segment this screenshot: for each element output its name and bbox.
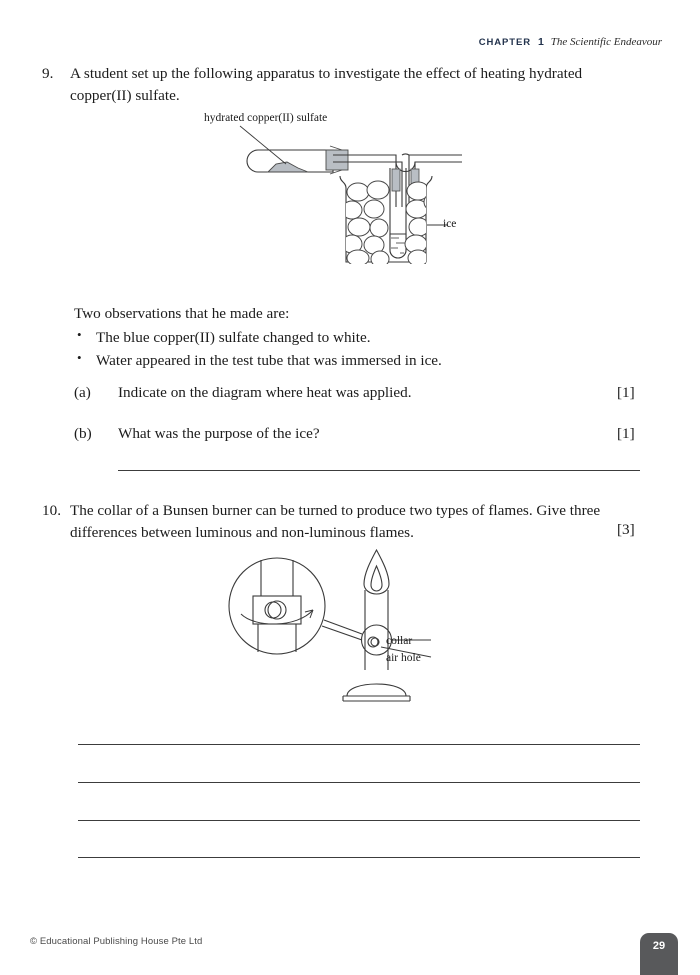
chapter-title: The Scientific Endeavour — [550, 36, 662, 48]
question-10 — [30, 500, 630, 543]
bullet-icon: • — [77, 327, 82, 343]
ice-label: ice — [443, 218, 457, 230]
observations-list — [74, 327, 654, 372]
bullet-icon: • — [77, 350, 82, 366]
chapter-number: 1 — [537, 36, 544, 48]
air-hole-label: air hole — [386, 652, 421, 664]
page-header — [479, 36, 662, 48]
bunsen-burner-svg — [225, 548, 475, 708]
observations-lead: Two observations that he made are: — [74, 305, 290, 322]
answer-line[interactable] — [78, 744, 640, 745]
question-9b-marks: [1] — [617, 425, 635, 442]
answer-line[interactable] — [78, 782, 640, 783]
question-9b-text: What was the purpose of the ice? — [118, 425, 320, 442]
question-9b-label: (b) — [74, 425, 92, 442]
substance-label: hydrated copper(II) sulfate — [204, 112, 328, 124]
question-9 — [30, 63, 645, 106]
observation-item — [74, 350, 654, 372]
question-9-number: 9. — [42, 65, 54, 82]
question-10-number: 10. — [42, 502, 61, 519]
heating-apparatus-diagram — [190, 112, 490, 287]
question-10-marks: [3] — [617, 521, 635, 538]
observation-text: The blue copper(II) sulfate changed to white. — [96, 329, 371, 347]
heating-apparatus-svg — [190, 112, 490, 287]
observations-block — [74, 303, 654, 373]
page-number: 29 — [652, 940, 666, 952]
observation-text: Water appeared in the test tube that was immersed in ice. — [96, 352, 442, 370]
answer-line[interactable] — [78, 857, 640, 858]
chapter-word: CHAPTER — [478, 37, 531, 48]
question-9b — [74, 425, 594, 443]
observation-item — [74, 327, 654, 349]
collar-label: collar — [386, 635, 413, 647]
answer-line[interactable] — [78, 820, 640, 821]
question-10-text: The collar of a Bunsen burner can be turned to produce two types of flames. Give three differences between luminous and non-luminous flames. — [70, 502, 601, 541]
question-9a — [74, 384, 594, 402]
question-9a-label: (a) — [74, 384, 91, 401]
question-9a-text: Indicate on the diagram where heat was applied. — [118, 384, 412, 401]
bunsen-burner-diagram — [225, 548, 475, 708]
page-number-tab — [640, 933, 678, 975]
question-9a-marks: [1] — [617, 384, 635, 401]
answer-line[interactable] — [118, 470, 640, 471]
footer-copyright: © Educational Publishing House Pte Ltd — [30, 936, 203, 947]
question-9-text: A student set up the following apparatus to investigate the effect of heating hydrated copper(II) sulfate. — [70, 65, 583, 104]
